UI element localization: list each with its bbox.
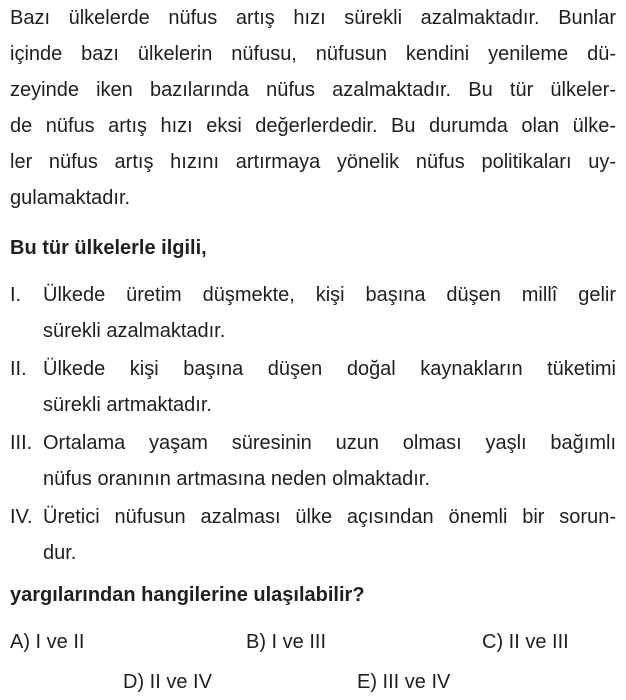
question-page bbox=[10, 0, 616, 700]
statement-text-line: Ülkede üretim düşmekte, kişi başına düşen millî gelir bbox=[43, 284, 616, 306]
passage-line-4: de nüfus artış hızı eksi değerlerdedir. Bu durumda olan ülke- bbox=[10, 115, 616, 137]
passage-line-3: zeyinde iken bazılarında nüfus azalmaktadır. Bu tür ülkeler- bbox=[10, 79, 616, 101]
statement-label: III. bbox=[10, 432, 33, 454]
statement-text-line: sürekli azalmaktadır. bbox=[43, 320, 226, 342]
option-b[interactable]: B) I ve III bbox=[246, 631, 327, 653]
statement-text-line: Ülkede kişi başına düşen doğal kaynakların tüketimi bbox=[43, 358, 616, 380]
statement-label: I. bbox=[10, 284, 22, 306]
statement-label: II. bbox=[10, 358, 27, 380]
passage-line-2: içinde bazı ülkelerin nüfusu, nüfusun kendini yenileme dü- bbox=[10, 43, 616, 65]
statement-label: IV. bbox=[10, 506, 33, 528]
option-d[interactable]: D) II ve IV bbox=[123, 671, 212, 693]
option-c[interactable]: C) II ve III bbox=[482, 631, 569, 653]
passage-line-1: Bazı ülkelerde nüfus artış hızı sürekli azalmaktadır. Bunlar bbox=[10, 7, 616, 29]
question-stem: Bu tür ülkelerle ilgili, bbox=[10, 237, 207, 259]
question-prompt: yargılarından hangilerine ulaşılabilir? bbox=[10, 584, 365, 606]
passage-line-6: gulamaktadır. bbox=[10, 187, 131, 209]
passage-line-5: ler nüfus artış hızını artırmaya yönelik nüfus politikaları uy- bbox=[10, 151, 616, 173]
statement-text-line: sürekli artmaktadır. bbox=[43, 394, 212, 416]
option-e[interactable]: E) III ve IV bbox=[357, 671, 451, 693]
statement-text-line: nüfus oranının artmasına neden olmaktadır. bbox=[43, 468, 430, 490]
statement-text-line: Üretici nüfusun azalması ülke açısından önemli bir sorun- bbox=[43, 506, 616, 528]
statement-text-line: Ortalama yaşam süresinin uzun olması yaşlı bağımlı bbox=[43, 432, 616, 454]
option-a[interactable]: A) I ve II bbox=[10, 631, 85, 653]
statement-text-line: dur. bbox=[43, 542, 77, 564]
